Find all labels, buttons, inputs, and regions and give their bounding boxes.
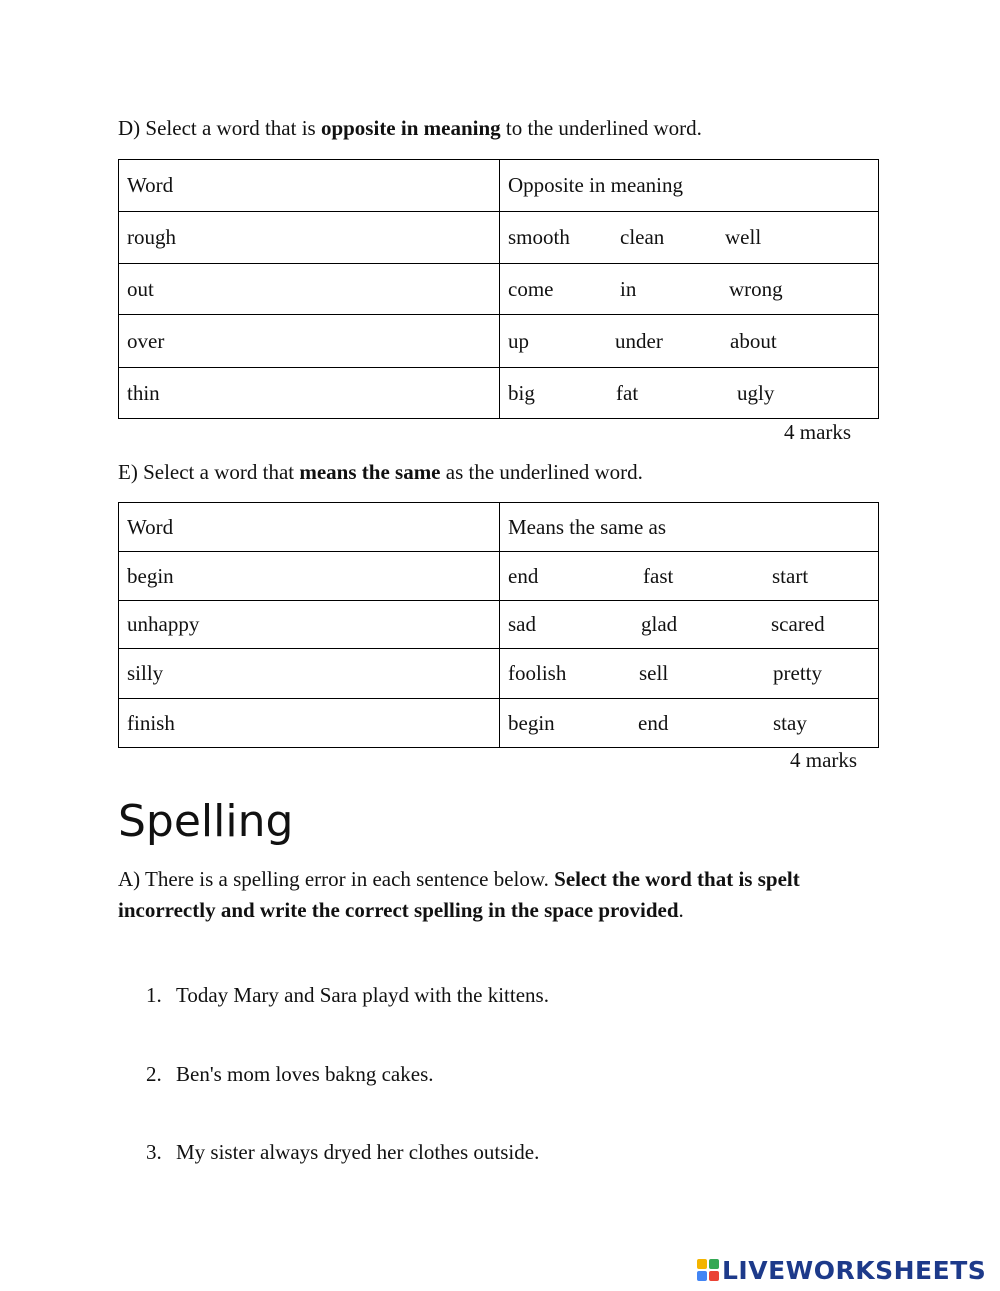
option-choice[interactable]: sell — [639, 661, 669, 685]
opposites-table — [118, 159, 879, 419]
option-choice[interactable]: come — [508, 276, 554, 301]
section-e-instruction: E) Select a word that means the same as the underlined word. — [118, 460, 643, 484]
logo-text: LIVEWORKSHEETS — [722, 1255, 987, 1285]
table-header-row — [119, 160, 879, 212]
option-choice[interactable]: up — [508, 328, 529, 353]
spelling-heading: Spelling — [118, 796, 294, 847]
table-row — [119, 368, 879, 419]
row-word: out — [119, 264, 500, 315]
item-sentence[interactable]: Ben's mom loves bakng cakes. — [176, 1062, 434, 1086]
item-number: 1. — [146, 983, 162, 1007]
list-item — [146, 983, 549, 1008]
table-row — [119, 212, 879, 264]
logo-square — [709, 1271, 719, 1281]
row-options — [500, 552, 879, 601]
row-options — [500, 649, 879, 699]
option-choice[interactable]: well — [725, 225, 762, 249]
option-choice[interactable]: fast — [643, 563, 674, 588]
table-row — [119, 699, 879, 748]
item-number: 3. — [146, 1140, 162, 1164]
header-word: Word — [119, 503, 500, 552]
option-choice[interactable]: big — [508, 380, 535, 405]
logo-square — [697, 1259, 707, 1269]
row-options — [500, 264, 879, 315]
option-choice[interactable]: begin — [508, 710, 555, 735]
section-d-marks: 4 marks — [784, 420, 852, 444]
option-choice[interactable]: about — [730, 328, 777, 353]
synonyms-table — [118, 502, 879, 748]
item-sentence[interactable]: Today Mary and Sara playd with the kittens. — [176, 983, 549, 1007]
logo-squares-icon — [697, 1259, 719, 1281]
row-word: thin — [119, 368, 500, 419]
row-options — [500, 699, 879, 748]
table-row — [119, 264, 879, 315]
row-options — [500, 315, 879, 368]
list-item — [146, 1062, 434, 1087]
row-word: over — [119, 315, 500, 368]
liveworksheets-logo — [697, 1255, 986, 1285]
option-choice[interactable]: stay — [773, 710, 807, 735]
list-item — [146, 1140, 539, 1165]
table-row — [119, 552, 879, 601]
row-word: begin — [119, 552, 500, 601]
option-choice[interactable]: in — [620, 276, 637, 301]
logo-square — [697, 1271, 707, 1281]
option-choice[interactable]: end — [638, 710, 669, 735]
item-sentence[interactable]: My sister always dryed her clothes outside. — [176, 1140, 540, 1164]
table-row — [119, 649, 879, 699]
row-word: rough — [119, 212, 500, 264]
header-word: Word — [119, 160, 500, 212]
option-choice[interactable]: fat — [616, 380, 639, 405]
row-word: silly — [119, 649, 500, 699]
option-choice[interactable]: under — [615, 328, 663, 353]
row-word: finish — [119, 699, 500, 748]
table-header-row — [119, 503, 879, 552]
row-options — [500, 368, 879, 419]
row-word: unhappy — [119, 601, 500, 649]
option-choice[interactable]: glad — [641, 612, 678, 636]
option-choice[interactable]: scared — [771, 612, 825, 636]
option-choice[interactable]: start — [772, 563, 809, 588]
header-opposite: Opposite in meaning — [500, 160, 879, 212]
option-choice[interactable]: sad — [508, 612, 536, 636]
option-choice[interactable]: foolish — [508, 661, 567, 685]
spelling-instruction: A) There is a spelling error in each sentence below. Select the word that is spelt incorrectly and write the correct spelling in the space provided. — [118, 867, 800, 922]
row-options — [500, 212, 879, 264]
row-options — [500, 601, 879, 649]
option-choice[interactable]: smooth — [508, 225, 570, 249]
option-choice[interactable]: pretty — [773, 661, 822, 685]
table-row — [119, 601, 879, 649]
option-choice[interactable]: ugly — [737, 380, 775, 405]
logo-square — [709, 1259, 719, 1269]
option-choice[interactable]: end — [508, 563, 539, 588]
option-choice[interactable]: clean — [620, 225, 665, 249]
section-d-instruction: D) Select a word that is opposite in meaning to the underlined word. — [118, 116, 702, 140]
table-row — [119, 315, 879, 368]
header-same: Means the same as — [500, 503, 879, 552]
item-number: 2. — [146, 1062, 162, 1086]
option-choice[interactable]: wrong — [729, 276, 783, 301]
section-e-marks: 4 marks — [790, 748, 858, 772]
